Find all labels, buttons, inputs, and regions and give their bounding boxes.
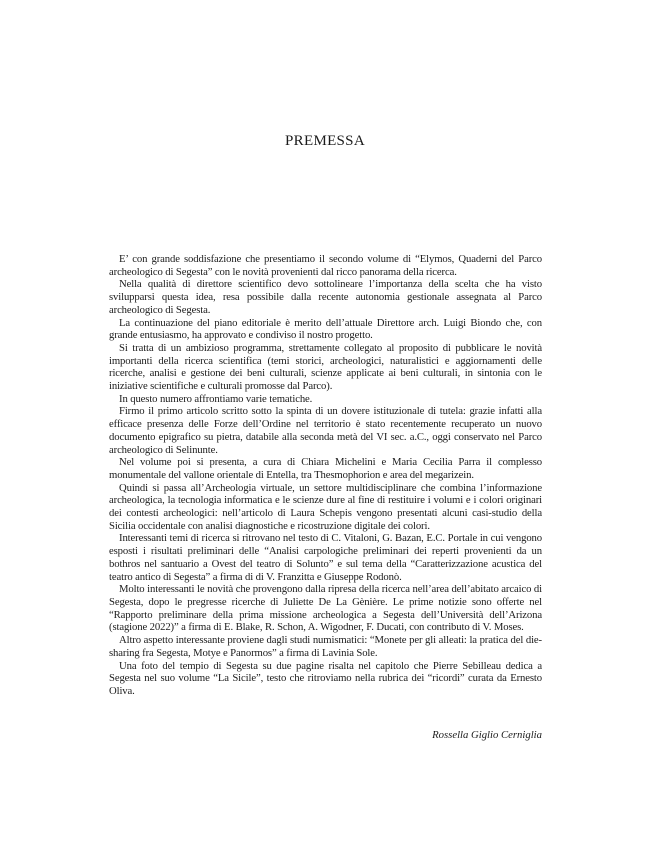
paragraph: Nella qualità di direttore scientifico devo sottolineare l’importanza della scelta che ha visto svilupparsi questa idea, resa possibile dalla recente autonomia gestionale assegnata al Parco archeologico di Segesta. [109, 278, 542, 316]
paragraph: Altro aspetto interessante proviene dagli studi numismatici: “Monete per gli alleati: la pratica del die-sharing fra Segesta, Motye e Panormos” a firma di Lavinia Sole. [109, 634, 542, 659]
paragraph: Si tratta di un ambizioso programma, strettamente collegato al proposito di pubblicare le novità importanti della ricerca scientifica (temi storici, archeologici, naturalistici e aggiornamenti delle ricerche, analisi e gestione dei beni culturali, scienze applicate ai beni culturali, in sintonia con le iniziative scientifiche e culturali promosse dal Parco). [109, 341, 542, 393]
body-text [109, 253, 542, 698]
author-signature: Rossella Giglio Cerniglia [432, 729, 542, 741]
paragraph: Nel volume poi si presenta, a cura di Chiara Michelini e Maria Cecilia Parra il complesso monumentale del vallone orientale di Entella, tra Thesmophorion e area del megarizein. [109, 456, 542, 481]
paragraph: Firmo il primo articolo scritto sotto la spinta di un dovere istituzionale di tutela: grazie infatti alla efficace presenza delle Forze dell’Ordine nel territorio è stato recentemente recuperato un nuovo documento epigrafico su pietra, databile alla seconda metà del VI sec. a.C., oggi conservato nel Parco archeologico di Selinunte. [109, 405, 542, 456]
paragraph: In questo numero affrontiamo varie tematiche. [119, 392, 313, 405]
paragraph: La continuazione del piano editoriale è merito dell’attuale Direttore arch. Luigi Biondo che, con grande entusiasmo, ha approvato e condiviso il nostro progetto. [109, 316, 542, 342]
paragraph: Interessanti temi di ricerca si ritrovano nel testo di C. Vitaloni, G. Bazan, E.C. Portale in cui vengono esposti i risultati preliminari delle “Analisi carpologiche preliminari dei reperti provenienti da un bothros nel santuario a Ovest del teatro di Solunto” e sul tema della “Caratterizzazione acustica del teatro antico di Segesta” a firma di di V. Franzitta e Giuseppe Rodonò. [109, 532, 542, 583]
paragraph: Quindi si passa all’Archeologia virtuale, un settore multidisciplinare che combina l’informazione archeologica, la tecnologia informatica e le scienze dure al fine di restituire i volumi e i colori originari dei contesti archeologici: nell’articolo di Laura Schepis vengono presentati alcuni casi-studio della Sicilia occidentale con analisi diagnostiche e ricostruzione digitale dei colori. [109, 481, 542, 532]
page-title: PREMESSA [285, 133, 365, 149]
paragraph: E’ con grande soddisfazione che presentiamo il secondo volume di “Elymos, Quaderni del Parco archeologico di Segesta” con le novità provenienti dal ricco panorama della ricerca. [109, 253, 542, 278]
paragraph: Una foto del tempio di Segesta su due pagine risalta nel capitolo che Pierre Sebilleau dedica a Segesta nel suo volume “La Sicile”, testo che ritroviamo nella rubrica dei “ricordi” curata da Ernesto Oliva. [109, 659, 542, 697]
paragraph: Molto interessanti le novità che provengono dalla ripresa della ricerca nell’area dell’abitato arcaico di Segesta, dopo le pregresse ricerche di Juliette De La Gènière. Le prime notizie sono offerte nel “Rapporto preliminare della prima missione archeologica a Segesta dell’Università dell’Arizona (stagione 2022)” a firma di E. Blake, R. Schon, A. Wigodner, F. Ducati, con contributo di V. Moses. [109, 583, 542, 634]
